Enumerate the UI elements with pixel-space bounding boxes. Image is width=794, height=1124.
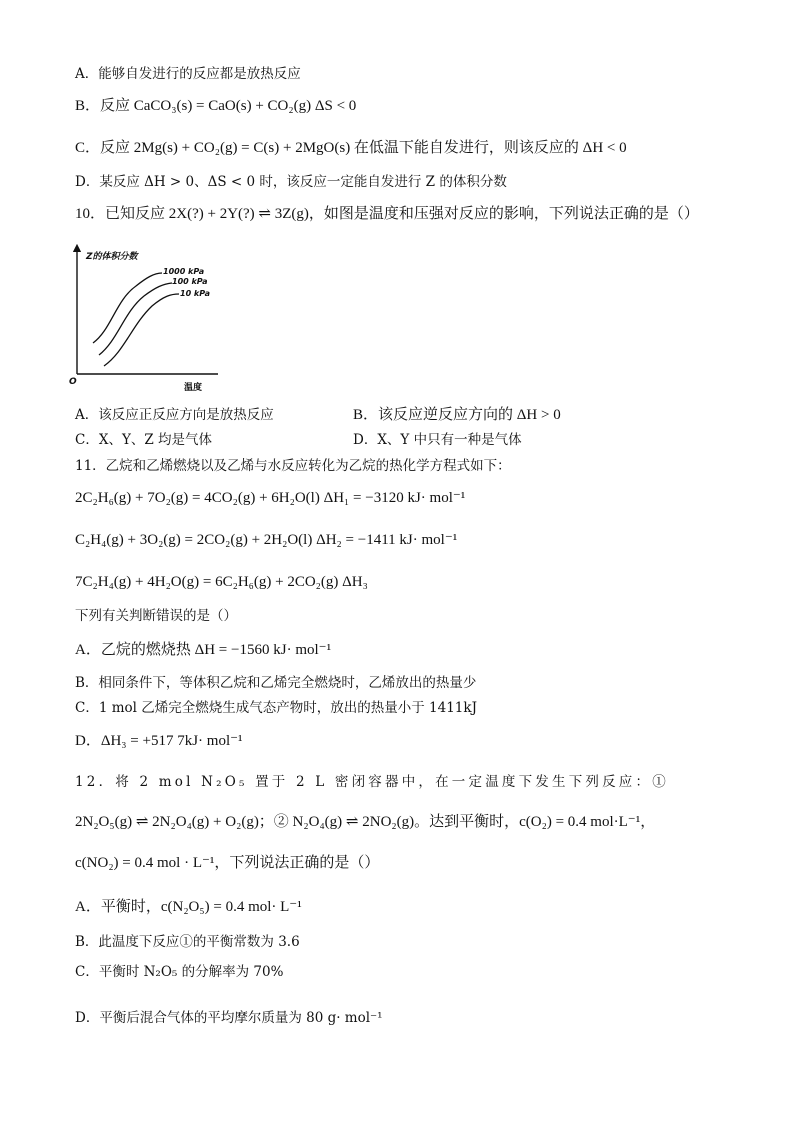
q12-equations: 2N₂O₅(g) ⇌ 2N₂O₄(g) + O₂(g)；② N₂O₄(g) ⇌ 2NO₂(g)。达到平衡时，c(O₂) = 0.4 mol·L⁻¹， bbox=[75, 814, 656, 830]
q11-question: 下列有关判断错误的是（） bbox=[75, 608, 237, 624]
q9-option-b: B．反应 CaCO₃(s) = CaO(s) + CO₂(g) ΔS < 0 bbox=[75, 98, 357, 114]
q9-option-c: C．反应 2Mg(s) + CO₂(g) = C(s) + 2MgO(s) 在低温下能自发进行，则该反应的 ΔH < 0 bbox=[75, 140, 627, 156]
q11-equation-1: 2C₂H₆(g) + 7O₂(g) = 4CO₂(g) + 6H₂O(l) ΔH₁ = −3120 kJ· mol⁻¹ bbox=[75, 490, 466, 506]
q11-stem: 11．乙烷和乙烯燃烧以及乙烯与水反应转化为乙烷的热化学方程式如下： bbox=[75, 458, 511, 474]
origin-label: O bbox=[69, 377, 77, 387]
label-10kpa: 10 kPa bbox=[180, 289, 210, 298]
q12-stem: 12．将 2 mol N₂O₅ 置于 2 L 密闭容器中，在一定温度下发生下列反应：① bbox=[75, 774, 669, 790]
x-axis-label: 温度 bbox=[184, 383, 203, 393]
label-100kpa: 100 kPa bbox=[172, 277, 208, 286]
q12-option-c: C．平衡时 N₂O₅ 的分解率为 70% bbox=[75, 964, 284, 980]
q11-option-b: B．相同条件下，等体积乙烷和乙烯完全燃烧时，乙烯放出的热量少 bbox=[75, 675, 477, 691]
q11-equation-2: C₂H₄(g) + 3O₂(g) = 2CO₂(g) + 2H₂O(l) ΔH₂ = −1411 kJ· mol⁻¹ bbox=[75, 532, 458, 548]
q12-option-b: B．此温度下反应①的平衡常数为 3.6 bbox=[75, 934, 300, 950]
q10-option-c: C．X、Y、Z 均是气体 bbox=[75, 432, 213, 448]
q10-option-b: B．该反应逆反应方向的 ΔH > 0 bbox=[353, 407, 561, 423]
q10-figure bbox=[66, 240, 226, 395]
q11-equation-3: 7C₂H₄(g) + 4H₂O(g) = 6C₂H₆(g) + 2CO₂(g) ΔH₃ bbox=[75, 574, 368, 590]
q10-options-row1 bbox=[75, 405, 561, 425]
label-1000kpa: 1000 kPa bbox=[163, 267, 205, 276]
q12-option-a: A．平衡时，c(N₂O₅) = 0.4 mol· L⁻¹ bbox=[75, 899, 302, 915]
q9-option-a: A．能够自发进行的反应都是放热反应 bbox=[75, 66, 301, 82]
y-axis-label: Z的体积分数 bbox=[86, 252, 138, 262]
q10-options-row2 bbox=[75, 430, 522, 450]
q10-option-a: A．该反应正反应方向是放热反应 bbox=[75, 407, 274, 423]
q11-option-d: D．ΔH₃ = +517 7kJ· mol⁻¹ bbox=[75, 733, 243, 749]
q10-stem: 10．已知反应 2X(?) + 2Y(?) ⇌ 3Z(g)，如图是温度和压强对反应的影响，下列说法正确的是（） bbox=[75, 206, 699, 222]
q11-option-a: A．乙烷的燃烧热 ΔH = −1560 kJ· mol⁻¹ bbox=[75, 642, 332, 658]
q12-condition: c(NO₂) = 0.4 mol · L⁻¹，下列说法正确的是（） bbox=[75, 855, 380, 871]
curve-1000kpa bbox=[93, 273, 162, 343]
q10-option-d: D．X、Y 中只有一种是气体 bbox=[353, 432, 522, 448]
q12-option-d: D．平衡后混合气体的平均摩尔质量为 80 g· mol⁻¹ bbox=[75, 1010, 383, 1026]
curve-10kpa bbox=[104, 294, 179, 366]
q11-option-c: C．1 mol 乙烯完全燃烧生成气态产物时，放出的热量小于 1411kJ bbox=[75, 700, 477, 716]
curve-100kpa bbox=[99, 283, 172, 355]
q9-option-d: D．某反应 ΔH > 0、ΔS < 0 时，该反应一定能自发进行 Z 的体积分数 bbox=[75, 174, 507, 190]
